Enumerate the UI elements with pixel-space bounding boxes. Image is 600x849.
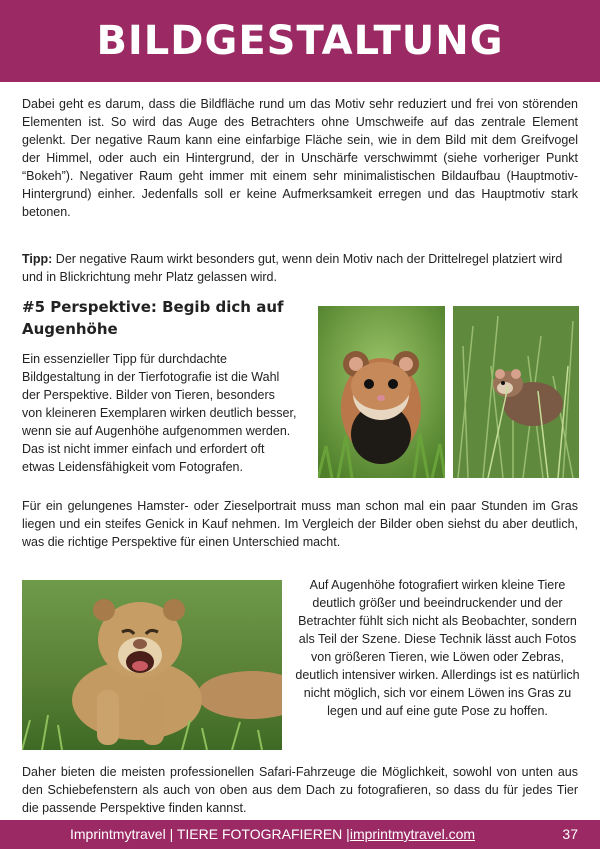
footer-text	[70, 826, 475, 842]
tip-label: Tipp:	[22, 252, 53, 266]
footer-section: TIERE FOTOGRAFIEREN	[176, 826, 343, 842]
footer-website-link[interactable]: imprintmytravel.com	[349, 826, 476, 842]
safari-paragraph: Daher bieten die meisten professionellen Safari-Fahrzeuge die Möglichkeit, sowohl von unten aus den Schiebefenstern als auch von oben aus dem Dach zu fotografieren, so dass du für jedes Tier die passende Perspektive finden kannst.	[22, 765, 578, 815]
eye-level-paragraph: Auf Augenhöhe fotografiert wirken kleine Tiere deutlich größer und beeindruckender und der Betrachter fühlt sich nicht als Beobachter, sondern als Teil der Szene. Diese Technik lässt auch Fotos von größeren Tieren, wie Löwen oder Zebras, deutlich intensiver wirken. Allerdings ist es natürlich nicht möglich, sich vor einem Löwen ins Gras zu legen und auf eine gute Pose zu hoffen.	[295, 578, 580, 718]
footer-brand: Imprintmytravel	[70, 826, 166, 842]
page-title: BILDGESTALTUNG	[96, 18, 504, 64]
hamster-from-above-photo	[453, 306, 579, 478]
comparison-paragraph: Für ein gelungenes Hamster- oder Zieselportrait muss man schon mal ein paar Stunden im Gras liegen und ein steifes Genick in Kauf nehmen. Im Vergleich der Bilder oben siehst du aber deutlich, was die richtige Perspektive für einen Unterschied macht.	[22, 499, 578, 549]
lioness-photo	[22, 580, 282, 750]
perspective-paragraph: Ein essenzieller Tipp für durchdachte Bildgestaltung in der Tierfotografie ist die Wahl der Perspektive. Bilder von Tieren, besonders von kleineren Exemplaren wirken deutlich besser, wenn sie auf Augenhöhe aufgenommen werden. Das ist nicht immer einfach und erfordert oft etwas Leidensfähigkeit vom Fotografen.	[22, 352, 297, 474]
tip-text: Der negative Raum wirkt besonders gut, wenn dein Motiv nach der Drittelregel platziert wird und in Blickrichtung mehr Platz gelassen wird.	[22, 252, 563, 284]
page-header	[0, 0, 600, 82]
footer-separator: |	[342, 826, 350, 842]
footer-separator: |	[165, 826, 177, 842]
hamster-eye-level-photo	[318, 306, 445, 478]
page-number: 37	[562, 826, 578, 842]
page-footer	[0, 820, 600, 849]
tip-paragraph	[22, 250, 578, 286]
intro-paragraph: Dabei geht es darum, dass die Bildfläche rund um das Motiv sehr reduziert und frei von störenden Elementen ist. So wird das Auge des Betrachters ohne Umschweife auf das zentrale Element gelenkt. Der negative Raum kann eine einfarbige Fläche sein, wie in dem Bild mit dem Greifvogel der Himmel, oder auch ein Hintergrund, der in Unschärfe verschwimmt (siehe vorheriger Punkt “Bokeh”). Negativer Raum geht immer mit einem sehr minimalistischen Bildaufbau (Hauptmotiv- Hintergrund) einher. Jedenfalls soll er keine Aufmerksamkeit erregen und das Hauptmotiv stark betonen.	[22, 97, 578, 219]
section-heading: #5 Perspektive: Begib dich auf Augenhöhe	[22, 298, 284, 338]
